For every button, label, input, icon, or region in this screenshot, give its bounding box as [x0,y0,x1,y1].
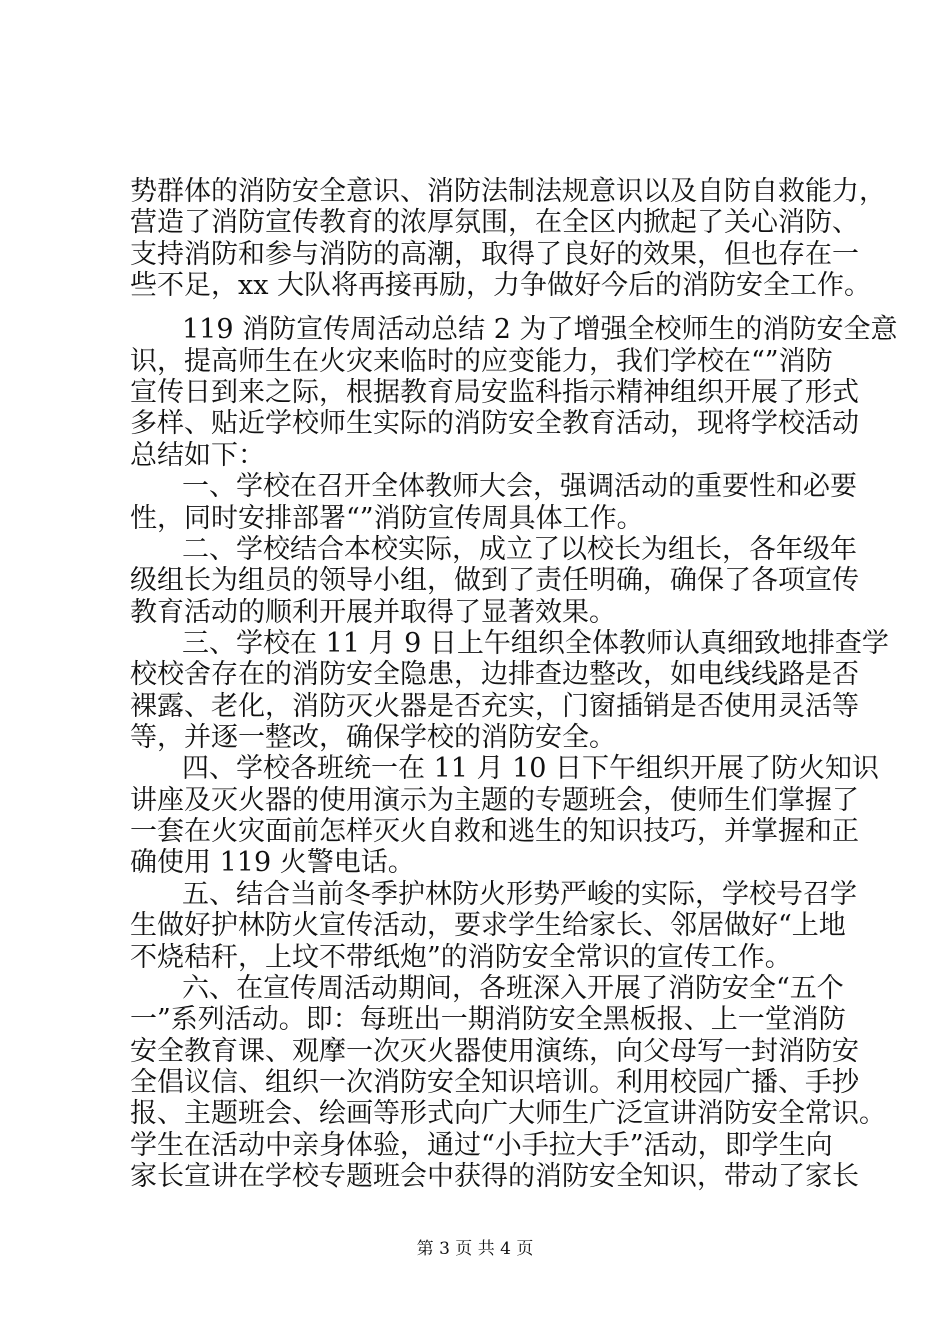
text-line: 三、学校在 11 月 9 日上午组织全体教师认真细致地排查学 [182,628,889,659]
text-line: 讲座及灭火器的使用演示为主题的专题班会，使师生们掌握了 [130,785,859,816]
text-line: 一”系列活动。即：每班出一期消防安全黑板报、上一堂消防 [130,1004,846,1035]
text-line: 一套在火灾面前怎样灭火自救和逃生的知识技巧，并掌握和正 [130,816,859,847]
text-line: 性，同时安排部署“”消防宣传周具体工作。 [130,503,644,534]
text-line: 级组长为组员的领导小组，做到了责任明确，确保了各项宣传 [130,565,859,596]
text-line: 四、学校各班统一在 11 月 10 日下午组织开展了防火知识 [182,753,880,784]
text-line: 宣传日到来之际，根据教育局安监科指示精神组织开展了形式 [130,377,859,408]
text-line: 等，并逐一整改，确保学校的消防安全。 [130,722,616,753]
text-line: 全倡议信、组织一次消防安全知识培训。利用校园广播、手抄 [130,1067,859,1098]
text-line: 五、结合当前冬季护林防火形势严峻的实际，学校号召学 [182,879,857,910]
text-line: 教育活动的顺利开展并取得了显著效果。 [130,597,616,628]
text-line: 裸露、老化，消防灭火器是否充实，门窗插销是否使用灵活等 [130,691,859,722]
text-line: 识，提高师生在火灾来临时的应变能力，我们学校在“”消防 [130,346,833,377]
text-line: 确使用 119 火警电话。 [130,847,415,878]
text-line: 校校舍存在的消防安全隐患，边排查边整改，如电线线路是否 [130,659,859,690]
text-line: 学生在活动中亲身体验，通过“小手拉大手”活动，即学生向 [130,1130,833,1161]
text-line: 一、学校在召开全体教师大会，强调活动的重要性和必要 [182,471,857,502]
text-line: 些不足，xx 大队将再接再励，力争做好今后的消防安全工作。 [130,270,872,301]
text-line: 多样、贴近学校师生实际的消防安全教育活动，现将学校活动 [130,408,859,439]
text-line: 总结如下： [130,440,265,471]
text-line: 不烧秸秆，上坟不带纸炮”的消防安全常识的宣传工作。 [130,942,792,973]
text-line: 二、学校结合本校实际，成立了以校长为组长，各年级年 [182,534,857,565]
text-line: 安全教育课、观摩一次灭火器使用演练，向父母写一封消防安 [130,1036,859,1067]
text-line: 营造了消防宣传教育的浓厚氛围，在全区内掀起了关心消防、 [130,207,859,238]
text-line: 119 消防宣传周活动总结 2 为了增强全校师生的消防安全意 [182,314,898,345]
text-line: 支持消防和参与消防的高潮，取得了良好的效果，但也存在一 [130,239,859,270]
text-line: 报、主题班会、绘画等形式向广大师生广泛宣讲消防安全常识。 [130,1098,886,1129]
text-line: 生做好护林防火宣传活动，要求学生给家长、邻居做好“上地 [130,910,846,941]
text-line: 家长宣讲在学校专题班会中获得的消防安全知识，带动了家长 [130,1161,859,1192]
text-line: 势群体的消防安全意识、消防法制法规意识以及自防自救能力， [130,176,886,207]
page-number-footer: 第 3 页 共 4 页 [416,1239,534,1259]
text-line: 六、在宣传周活动期间，各班深入开展了消防安全“五个 [182,973,844,1004]
